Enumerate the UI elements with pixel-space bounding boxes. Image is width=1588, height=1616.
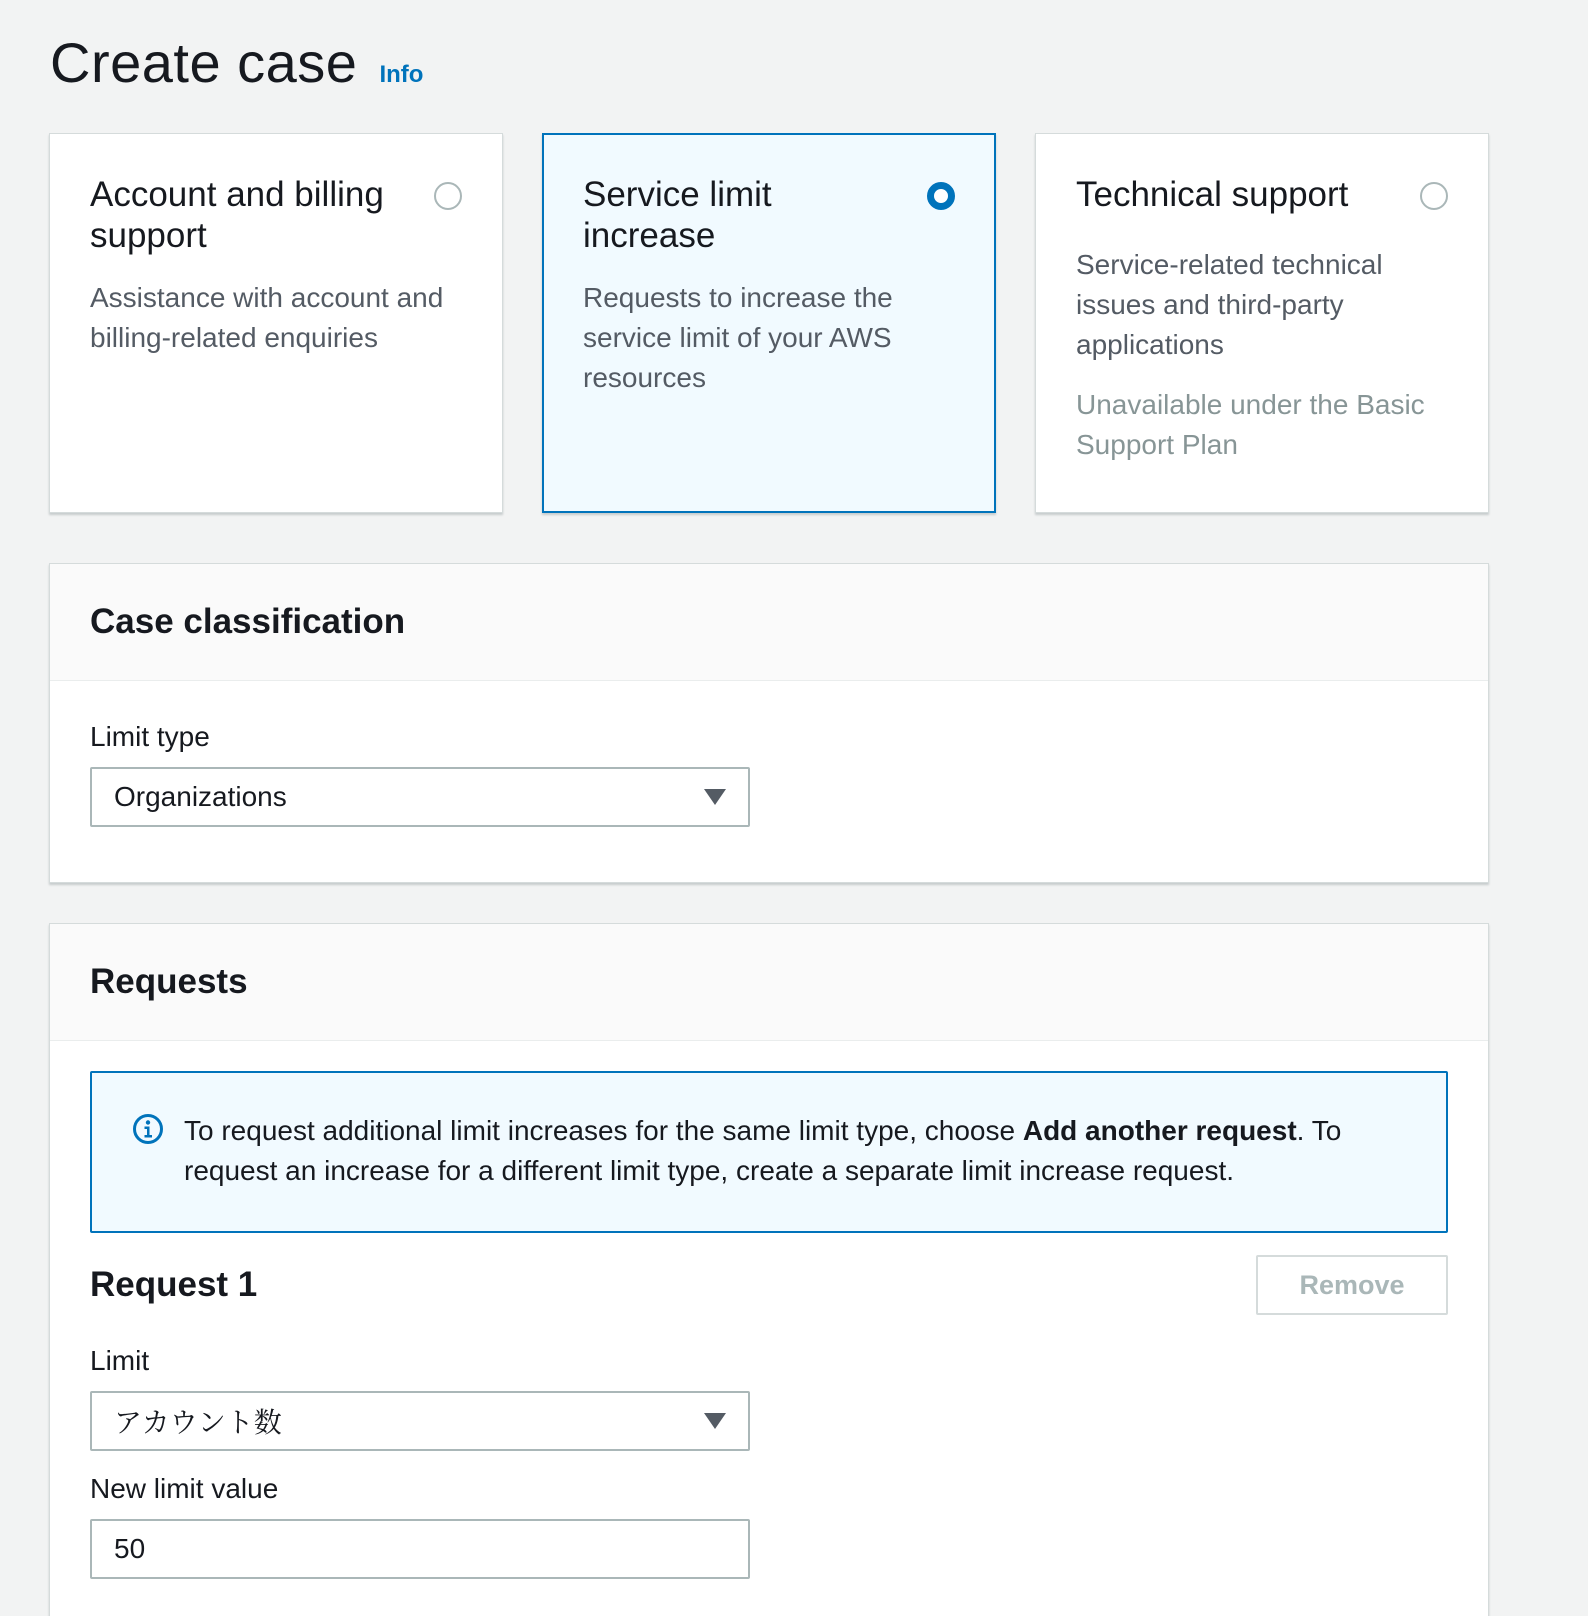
new-limit-value-label: New limit value xyxy=(90,1473,279,1504)
case-classification-title: Case classification xyxy=(90,602,406,641)
radio-service-limit-increase[interactable] xyxy=(927,182,955,210)
limit-label: Limit xyxy=(90,1345,150,1376)
request-title: Request 1 xyxy=(90,1265,258,1304)
tile-title: Technical support xyxy=(1076,175,1349,214)
requests-title: Requests xyxy=(90,962,248,1001)
tile-description: Requests to increase the service limit of your AWS resources xyxy=(583,282,893,393)
container-header xyxy=(50,924,1488,1041)
caret-down-icon xyxy=(704,1413,726,1429)
alert-text-after: . To request an increase for a different limit type, create a separate limit increase request. xyxy=(184,1115,1342,1186)
alert-text-bold: Add another request xyxy=(1022,1115,1297,1146)
request-header xyxy=(90,1255,1448,1315)
info-link[interactable]: Info xyxy=(379,61,424,88)
info-icon xyxy=(132,1113,164,1145)
tile-technical-support[interactable] xyxy=(1035,133,1489,513)
page-header xyxy=(50,30,423,95)
limit-type-select[interactable] xyxy=(90,767,750,827)
limit-value: アカウント数 xyxy=(114,1407,282,1438)
tile-title: Account and billing support xyxy=(90,175,384,255)
tile-description: Service-related technical issues and third-party applications xyxy=(1076,249,1383,360)
limit-type-label: Limit type xyxy=(90,721,210,752)
container-header xyxy=(50,564,1488,681)
caret-down-icon xyxy=(704,789,726,805)
radio-technical-support[interactable] xyxy=(1420,182,1448,210)
page-title: Create case xyxy=(50,31,358,94)
tile-unavailable-note: Unavailable under the Basic Support Plan xyxy=(1076,389,1425,460)
case-classification-container xyxy=(49,563,1489,883)
limit-type-value: Organizations xyxy=(114,781,287,812)
requests-container xyxy=(49,923,1489,1616)
tile-description: Assistance with account and billing-related enquiries xyxy=(90,282,444,353)
radio-account-billing[interactable] xyxy=(434,182,462,210)
remove-button[interactable]: Remove xyxy=(1256,1255,1448,1315)
alert-text-before: To request additional limit increases for the same limit type, choose xyxy=(184,1115,1023,1146)
alert-text xyxy=(184,1111,1406,1191)
tile-account-billing[interactable] xyxy=(49,133,503,513)
limit-select[interactable] xyxy=(90,1391,750,1451)
tile-title: Service limit increase xyxy=(583,175,772,255)
info-alert xyxy=(90,1071,1448,1233)
tile-service-limit-increase[interactable] xyxy=(542,133,996,513)
new-limit-value-input[interactable] xyxy=(90,1519,750,1579)
